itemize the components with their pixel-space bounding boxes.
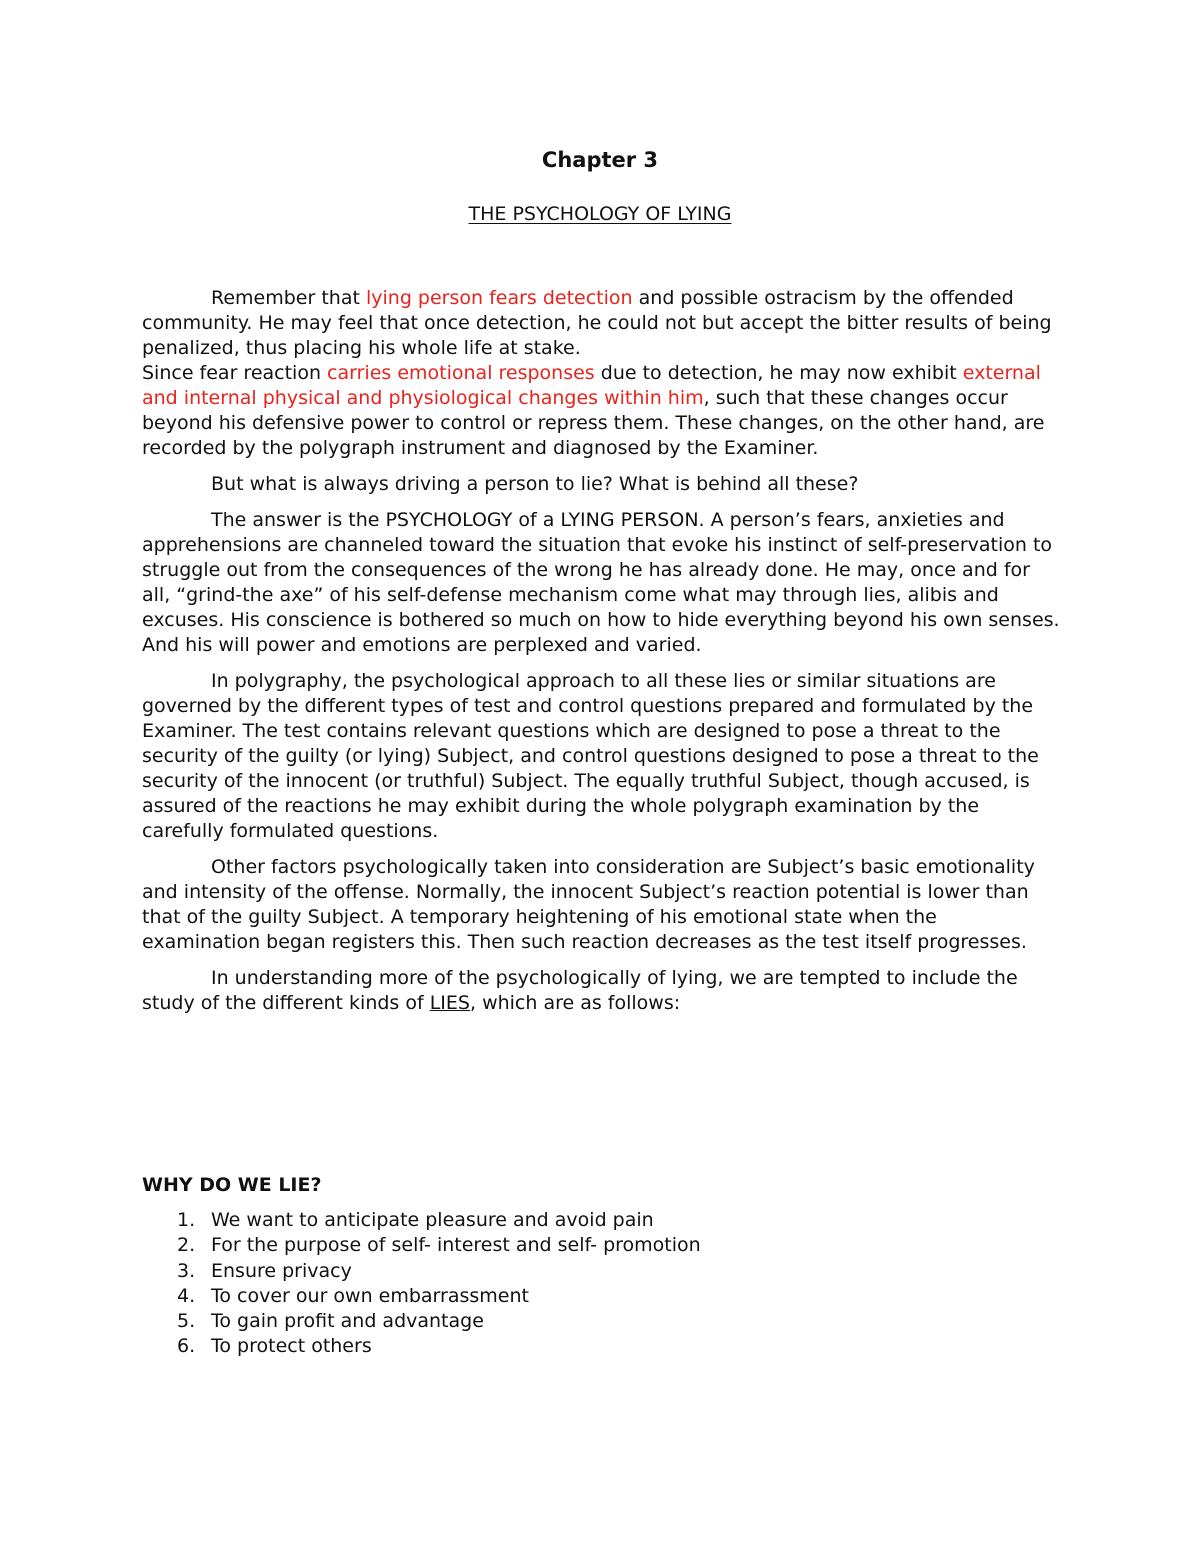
paragraph-3: But what is always driving a person to lie? What is behind all these? [211,473,859,495]
document-title: THE PSYCHOLOGY OF LYING [468,203,732,225]
highlighted-phrase: external and internal physical and physiological changes within him [142,362,1041,409]
list-item [142,1208,701,1233]
paragraph-4: The answer is the PSYCHOLOGY of a LYING PERSON. A person’s fears, anxieties and apprehensions are channeled toward the situation that evoke his instinct of self-preservation to struggle out from the consequences of the wrong he has already done. He may, once and for all, “grind-the axe” of his self-defense mechanism come what may through lies, alibis and excuses. His conscience is bothered so much on how to hide everything beyond his own senses. And his will power and emotions are perplexed and varied. [142,509,1060,656]
list-item-text: Ensure privacy [211,1259,352,1282]
list-item-text: To protect others [211,1335,372,1358]
list-item [142,1259,701,1284]
list-item [142,1284,701,1309]
list-item [142,1309,701,1334]
list-item-text: To gain profit and advantage [211,1310,484,1333]
paragraph-7 [142,966,1060,1016]
list-item-text: To cover our own embarrassment [211,1284,529,1307]
paragraph-1-text-a: Remember that [211,287,366,309]
list-item-text: For the purpose of self- interest and self- promotion [211,1234,701,1257]
section-heading: WHY DO WE LIE? [142,1174,322,1196]
list-item [142,1233,701,1258]
paragraph-2-text-a: Since fear reaction [142,362,328,384]
list-number: 4. [177,1284,196,1307]
paragraph-7-text-a: In understanding more of the psychologically of lying, we are tempted to include the study of the different kinds of [142,967,1018,1014]
paragraph-6: Other factors psychologically taken into consideration are Subject’s basic emotionality and intensity of the offense. Normally, the innocent Subject’s reaction potential is lower than that of the guilty Subject. A temporary heightening of his emotional state when the examination began registers this. Then such reaction decreases as the test itself progresses. [142,856,1035,953]
paragraph-1 [142,286,1060,361]
list-number: 3. [177,1259,196,1282]
paragraph-7-text-b: , which are as follows: [469,992,681,1014]
paragraph-2-text-b: due to detection, he may now exhibit [594,362,963,384]
underlined-word: LIES [429,992,470,1014]
paragraph-1-text-b: and possible ostracism by the offended community. He may feel that once detection, he could not but accept the bitter results of being penalized, thus placing his whole life at stake. [142,287,1052,359]
highlighted-phrase: carries emotional responses [327,362,595,384]
reasons-list [142,1208,701,1360]
list-item [142,1334,701,1359]
paragraph-5: In polygraphy, the psychological approach to all these lies or similar situations are governed by the different types of test and control questions prepared and formulated by the Examiner. The test contains relevant questions which are designed to pose a threat to the security of the guilty (or lying) Subject, and control questions designed to pose a threat to the security of the innocent (or truthful) Subject. The equally truthful Subject, though accused, is assured of the reactions he may exhibit during the whole polygraph examination by the carefully formulated questions. [142,670,1039,842]
list-number: 1. [177,1209,196,1231]
document-body [142,286,1060,1027]
list-item-text: We want to anticipate pleasure and avoid pain [211,1209,654,1231]
paragraph-2 [142,361,1060,461]
highlighted-phrase: lying person fears detection [365,287,633,309]
paragraph-2-text-c: , such that these changes occur beyond his defensive power to control or repress them. These changes, on the other hand, are recorded by the polygraph instrument and diagnosed by the Examiner. [142,387,1045,459]
chapter-heading: Chapter 3 [541,148,659,172]
list-number: 6. [177,1335,196,1358]
list-number: 5. [177,1310,196,1333]
list-number: 2. [177,1234,196,1257]
